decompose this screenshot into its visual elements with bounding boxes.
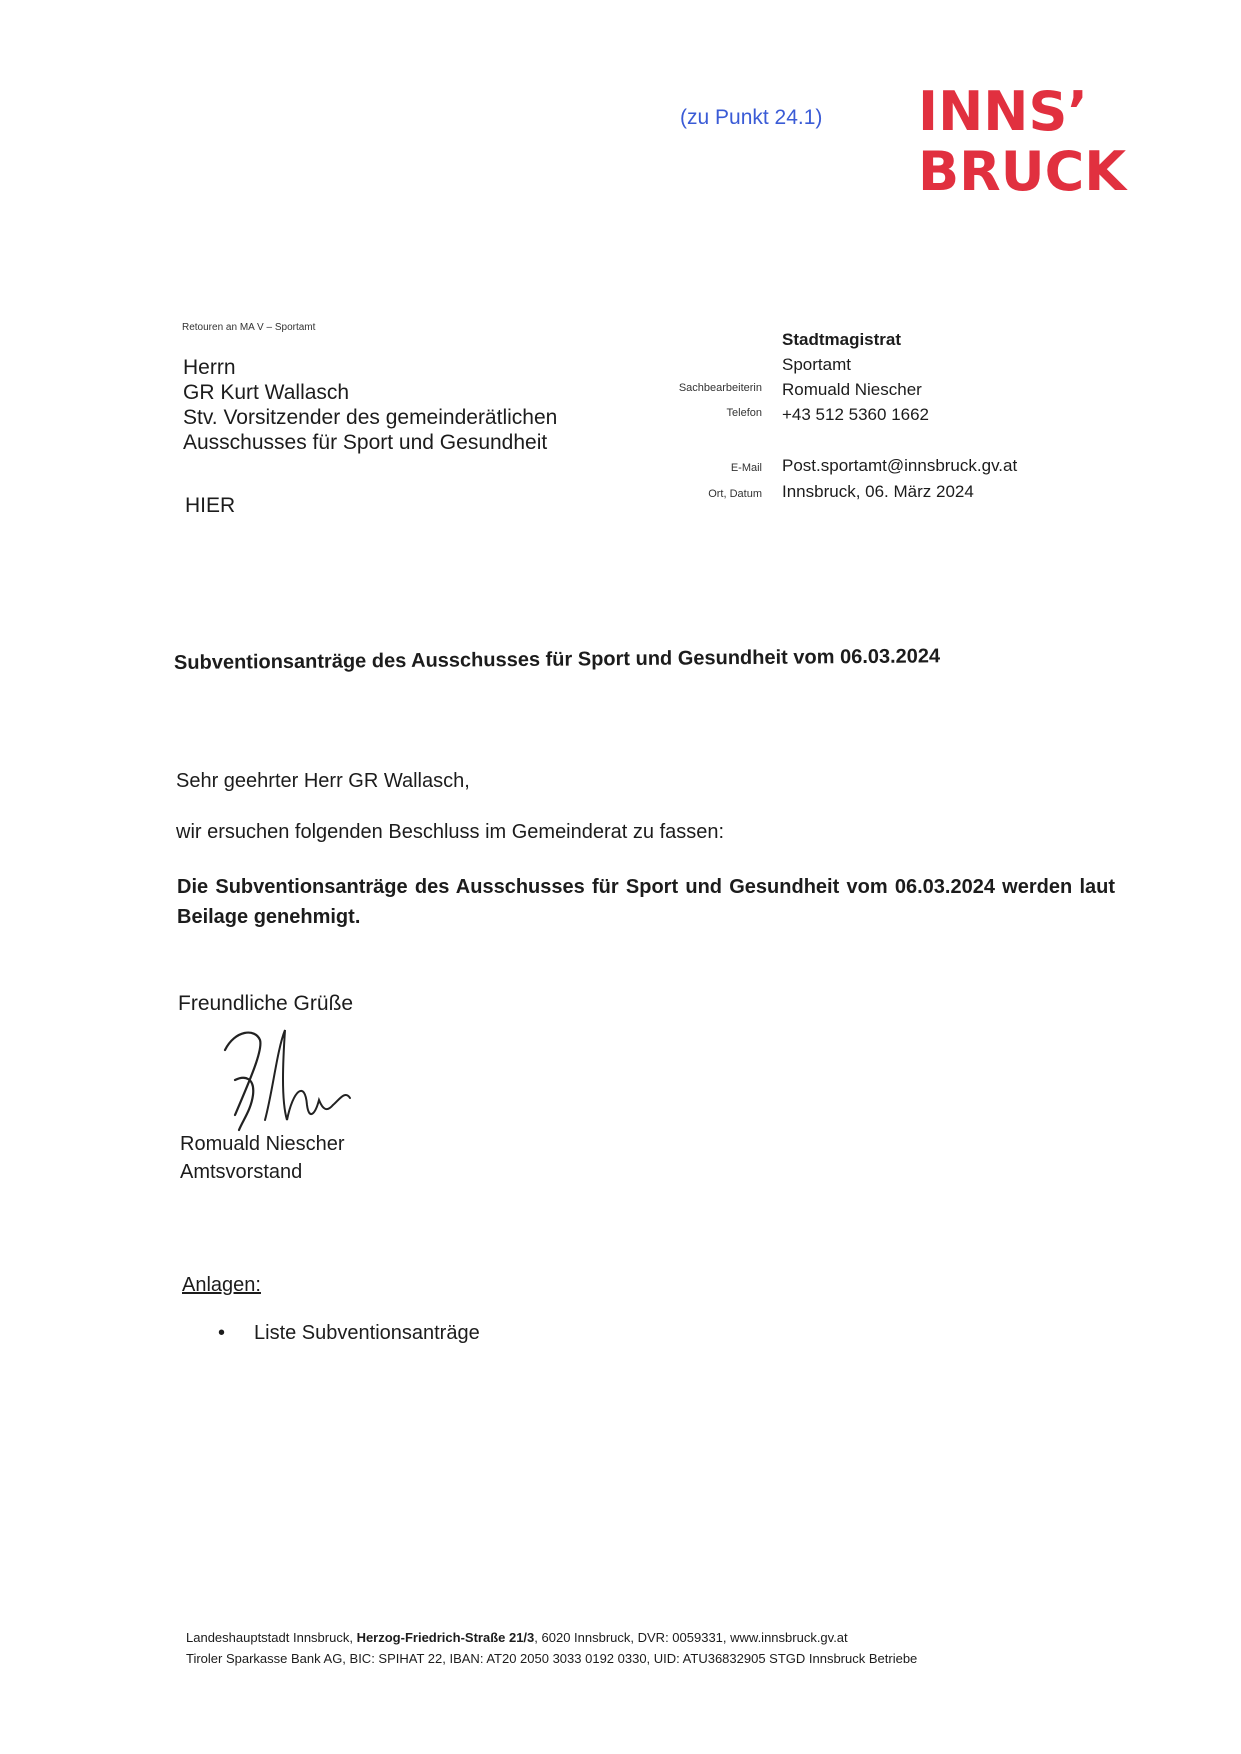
footer-line-1 [186,1627,917,1648]
signer-role: Amtsvorstand [180,1161,303,1183]
letter-closing: Freundliche Grüße [178,992,354,1015]
footer-city: Landeshauptstadt Innsbruck, [186,1630,357,1645]
logo-line-2: BRUCK [918,140,1127,200]
attachments-heading: Anlagen: [182,1274,261,1296]
sender-org: Stadtmagistrat [782,330,902,349]
footer-details: , 6020 Innsbruck, DVR: 0059331, www.innsbruck.gv.at [534,1630,848,1645]
clerk-label: Sachbearbeiterin [678,382,762,394]
letter-decision: Die Subventionsanträge des Ausschusses für Sport und Gesundheit vom 06.03.2024 werden laut Beilage genehmigt. [177,876,1115,928]
letter-salutation: Sehr geehrter Herr GR Wallasch, [176,770,470,792]
letter-request: wir ersuchen folgenden Beschluss im Gemeinderat zu fassen: [176,821,725,843]
sender-email: Post.sportamt@innsbruck.gv.at [782,456,1018,475]
list-item: • Liste Subventionsanträge [210,1322,480,1345]
handwritten-signature [215,1020,365,1140]
letter-subject: Subventionsanträge des Ausschusses für Sport und Gesundheit vom 06.03.2024 [173,645,941,674]
recipient-role-line-1: Stv. Vorsitzender des gemeinderätlichen [183,406,558,429]
attachments-list [210,1322,480,1345]
return-address-line: Retouren an MA V – Sportamt [182,322,316,333]
recipient-name: GR Kurt Wallasch [183,381,350,404]
recipient-salutation: Herrn [183,356,236,379]
sender-phone: +43 512 5360 1662 [782,405,930,424]
recipient-address [183,355,557,455]
sender-date: Innsbruck, 06. März 2024 [782,482,974,501]
logo-line-1: INNS’ [918,80,1088,143]
footer-line-2: Tiroler Sparkasse Bank AG, BIC: SPIHAT 22, IBAN: AT20 2050 3033 0192 0330, UID: ATU36832905 STGD Innsbruck Betriebe [186,1651,918,1666]
footer [186,1627,917,1669]
innsbruck-logo [918,80,1148,200]
sender-clerk: Romuald Niescher [782,380,922,399]
agenda-note: (zu Punkt 24.1) [680,106,823,129]
date-label: Ort, Datum [708,488,762,500]
footer-street: Herzog-Friedrich-Straße 21/3 [356,1630,535,1645]
signer-name: Romuald Niescher [180,1133,345,1155]
recipient-role-line-2: Ausschusses für Sport und Gesundheit [183,431,548,454]
phone-label: Telefon [726,407,762,419]
recipient-location: HIER [185,494,236,517]
sender-department: Sportamt [782,355,851,374]
email-label: E-Mail [730,462,762,474]
